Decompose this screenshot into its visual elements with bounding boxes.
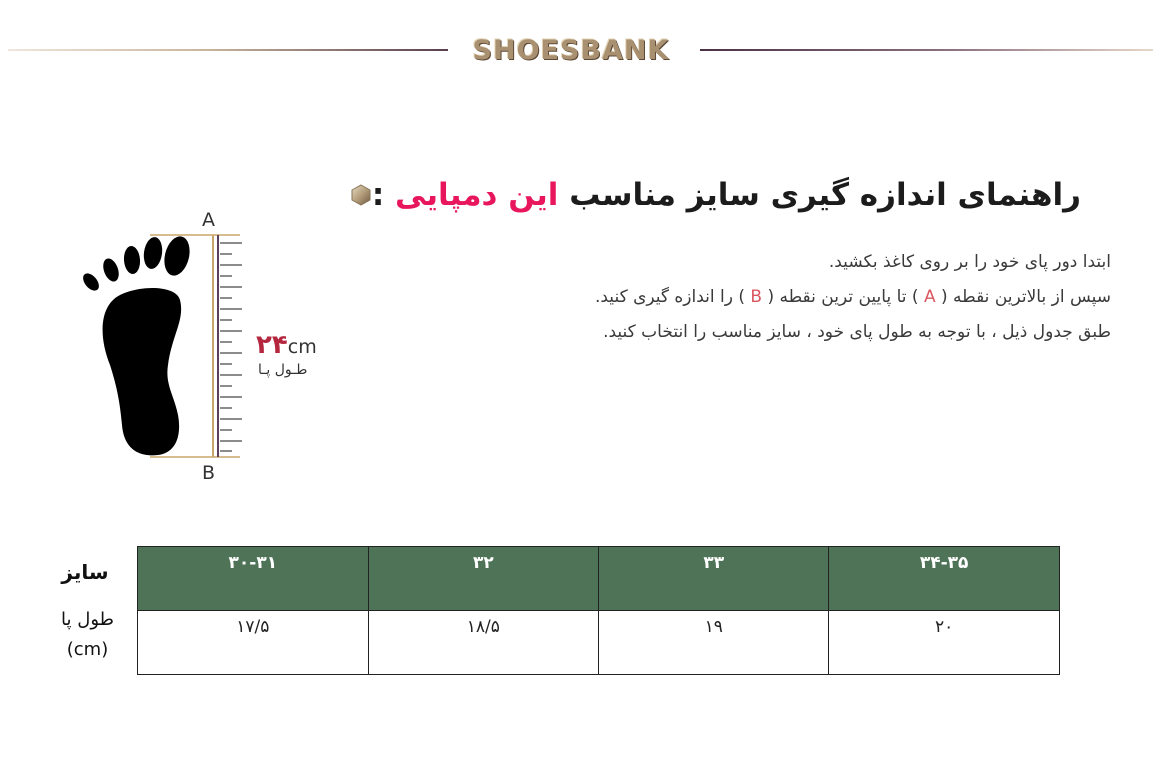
instruction-line-2-part-b: ) تا پایین ترین نقطه ( <box>762 287 924 307</box>
point-b-ref: B <box>750 287 763 307</box>
length-cell: ۱۷/۵ <box>138 611 369 675</box>
foot-sole <box>103 288 182 455</box>
guide-title-main: راهنمای اندازه گیری سایز مناسب <box>569 177 1081 213</box>
row-label-foot-length-unit: (cm) <box>66 639 109 660</box>
size-cell: ۳۰-۳۱ <box>138 547 369 611</box>
instruction-line-2 <box>471 280 1111 315</box>
hexagon-bullet-icon <box>350 184 372 206</box>
row-label-foot-length-text: طول پا <box>61 609 114 630</box>
instructions <box>471 245 1111 350</box>
instruction-line-2-part-c: ) را اندازه گیری کنید. <box>594 287 751 307</box>
header-divider-right <box>700 49 1153 51</box>
foot-length-row <box>138 611 1060 675</box>
length-cell: ۱۹ <box>599 611 829 675</box>
toe-5 <box>80 270 102 293</box>
instruction-line-2-part-a: سپس از بالاترین نقطه ( <box>935 287 1111 307</box>
size-chart-table <box>137 546 1060 675</box>
guide-title-row <box>340 170 1081 220</box>
row-label-foot-length <box>50 605 125 665</box>
toe-3 <box>123 245 141 274</box>
guide-title <box>372 177 1081 213</box>
size-cell: ۳۲ <box>368 547 598 611</box>
guide-title-accent: این دمپایی <box>395 177 559 213</box>
instruction-line-3: طبق جدول ذیل ، با توجه به طول پای خود ، سایز مناسب را انتخاب کنید. <box>603 322 1111 342</box>
size-row <box>138 547 1060 611</box>
toe-4 <box>100 256 121 283</box>
row-label-size: سایز <box>61 560 109 584</box>
measure-caption: طـول پـا <box>258 362 308 378</box>
measure-unit: cm <box>287 336 317 358</box>
toe-big <box>161 234 194 279</box>
length-cell: ۲۰ <box>829 611 1060 675</box>
point-b-label: B <box>202 462 216 484</box>
toe-2 <box>142 236 164 270</box>
brand-logo: SHOESBANK <box>472 35 670 66</box>
point-a-ref: A <box>923 287 936 307</box>
length-cell: ۱۸/۵ <box>368 611 598 675</box>
guide-title-suffix: : <box>371 177 385 213</box>
header-divider-left <box>8 49 448 51</box>
measure-readout <box>256 330 317 360</box>
instruction-line-1: ابتدا دور پای خود را بر روی کاغذ بکشید. <box>828 252 1111 272</box>
ruler-ticks <box>220 243 242 451</box>
size-cell: ۳۳ <box>599 547 829 611</box>
size-cell: ۳۴-۳۵ <box>829 547 1060 611</box>
measure-value: ۲۴ <box>256 330 288 360</box>
point-a-label: A <box>202 209 215 231</box>
